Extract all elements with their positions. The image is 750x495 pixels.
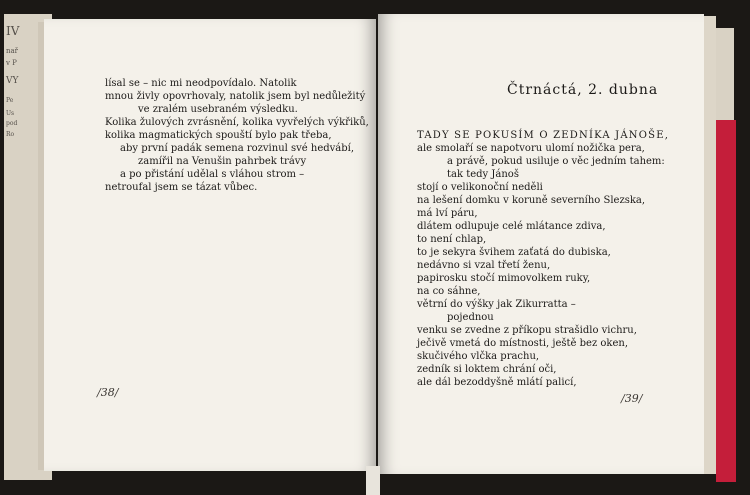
poem-line: ve zralém usebraném výsledku.: [138, 104, 298, 115]
poem-line: papirosku stočí mimovolkem ruky,: [417, 273, 591, 284]
poem-line: zedník si loktem chrání oči,: [417, 364, 557, 375]
red-cover: [716, 120, 736, 482]
poem-line: dlátem odlupuje celé mlátance zdiva,: [417, 221, 606, 232]
back-page-text: VY: [6, 76, 19, 86]
back-page-text: nař: [6, 47, 19, 55]
poem-line: ale smolaří se napotvoru ulomí nožička pera,: [417, 143, 645, 154]
back-page-text: Ro: [6, 131, 15, 138]
poem-line: ječivě vmetá do místnosti, ještě bez oken,: [417, 338, 629, 349]
poem-line: na lešení domku v koruně severního Slezska,: [417, 195, 646, 206]
back-page-text: IV: [6, 24, 20, 38]
page-edge-right: [702, 16, 716, 474]
back-page-text: v P: [6, 59, 17, 67]
poem-line: a právě, pokud usiluje o věc jedním tahem:: [447, 156, 665, 167]
poem-line: skučivého vlčka prachu,: [417, 351, 540, 362]
poem-line: venku se zvedne z příkopu strašidlo vichru,: [417, 325, 637, 336]
poem-line: pojednou: [447, 312, 494, 323]
poem-line: nedávno si vzal třetí ženu,: [417, 260, 551, 271]
poem-line: větrní do výšky jak Zikurratta –: [417, 299, 576, 310]
poem-line: lísal se – nic mi neodpovídalo. Natolik: [105, 78, 297, 89]
page-number: /39/: [621, 392, 643, 405]
poem-line: netroufal jsem se tázat vůbec.: [105, 182, 258, 193]
back-page-text: Pe: [6, 97, 14, 104]
back-page-text: Us: [6, 110, 15, 117]
poem-line: Kolika žulových zvrásnění, kolika vyvřelých výkřiků,: [105, 117, 369, 128]
poem-line: ale dál bezoddyšně mlátí palicí,: [417, 377, 577, 388]
poem-first-line: TADY SE POKUSÍM O ZEDNÍKA JÁNOŠE,: [417, 130, 670, 141]
poem-line: to není chlap,: [417, 234, 487, 245]
poem-line: tak tedy Jánoš: [447, 169, 519, 180]
page-number: /38/: [97, 386, 119, 399]
poem-line: zamířil na Venušin pahrbek trávy: [138, 156, 307, 167]
cover-edge: [716, 28, 734, 120]
poem-heading: Čtrnáctá, 2. dubna: [507, 82, 659, 98]
poem-line: kolika magmatických spouští bylo pak třeba,: [105, 130, 332, 141]
poem-line: mnou živly opovrhovaly, natolik jsem byl nedůležitý: [105, 91, 366, 102]
bookmark-ribbon: [366, 466, 380, 495]
poem-line: má lví páru,: [417, 208, 478, 219]
poem-line: na co sáhne,: [417, 286, 481, 297]
poem-line: aby první padák semena rozvinul své hedvábí,: [120, 143, 355, 154]
back-page-text: pod: [6, 120, 18, 127]
poem-line: stojí o velikonoční neděli: [417, 182, 543, 193]
poem-line: to je sekyra švihem zaťatá do dubiska,: [417, 247, 611, 258]
poem-line: a po přistání udělal s vláhou strom –: [120, 169, 305, 180]
